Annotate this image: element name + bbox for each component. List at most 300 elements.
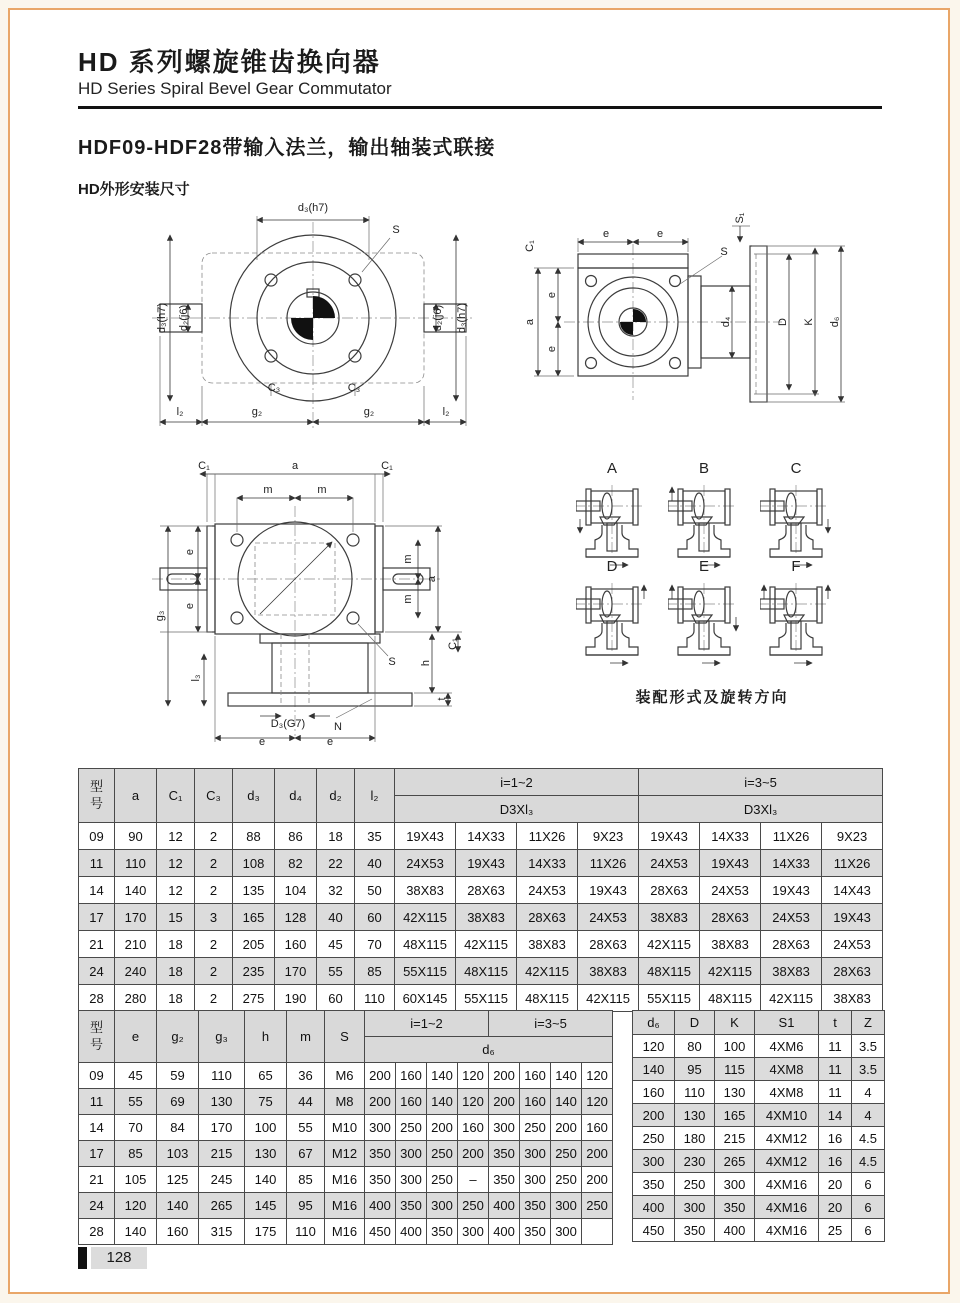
table-cell: 14X33: [517, 850, 578, 877]
table-cell: 11X26: [761, 823, 822, 850]
table-cell: 4.5: [852, 1127, 885, 1150]
table-cell: 4: [852, 1104, 885, 1127]
dimension-label: d₃(h7): [297, 202, 329, 214]
page-number-bar: [78, 1247, 87, 1269]
table-cell: 60: [355, 904, 395, 931]
dimension-label: C₁: [381, 460, 393, 472]
table-cell: 20: [819, 1173, 852, 1196]
table-cell: 2: [195, 985, 233, 1012]
dimension-label: C₃: [267, 382, 281, 394]
dimension-label: S₁: [734, 212, 746, 224]
table-cell: 210: [115, 931, 157, 958]
table-cell: 9X23: [578, 823, 639, 850]
table-cell: 17: [79, 1141, 115, 1167]
table-cell: 14X33: [456, 823, 517, 850]
table-cell: 24X53: [395, 850, 456, 877]
col-group-i35: i=3~5: [639, 769, 883, 796]
table-cell: 55X115: [395, 958, 456, 985]
table-cell: 11: [79, 1089, 115, 1115]
drawing-front-view: [140, 196, 480, 444]
table-cell: 28X63: [456, 877, 517, 904]
table-cell: 55: [287, 1115, 325, 1141]
table-cell: 120: [582, 1063, 613, 1089]
table-cell: 16: [819, 1127, 852, 1150]
table-cell: 110: [355, 985, 395, 1012]
table-cell: 200: [458, 1141, 489, 1167]
table-row: [633, 1127, 885, 1150]
table-cell: 350: [489, 1167, 520, 1193]
table-row: [633, 1196, 885, 1219]
table-cell: 11: [79, 850, 115, 877]
table-cell: 120: [582, 1089, 613, 1115]
table-cell: 14: [79, 877, 115, 904]
col-group-i35: i=3~5: [489, 1011, 613, 1037]
assembly-row-2: [572, 558, 872, 672]
table-cell: 70: [355, 931, 395, 958]
table-cell: 32: [317, 877, 355, 904]
table-cell: 165: [715, 1104, 755, 1127]
table-cell: 2: [195, 850, 233, 877]
table-cell: 11X26: [517, 823, 578, 850]
table-cell: 205: [233, 931, 275, 958]
dimension-label: S: [388, 656, 396, 668]
table-cell: 250: [427, 1167, 458, 1193]
table-cell: 250: [520, 1115, 551, 1141]
table-cell: 400: [715, 1219, 755, 1242]
table-cell: 140: [245, 1167, 287, 1193]
table-cell: 300: [427, 1193, 458, 1219]
front-view-linework: [140, 196, 480, 444]
table-cell: 160: [275, 931, 317, 958]
table-cell: 265: [199, 1193, 245, 1219]
table-cell: 300: [458, 1219, 489, 1245]
table-cell: 48X115: [456, 958, 517, 985]
table-cell: 245: [199, 1167, 245, 1193]
table-cell: M16: [325, 1167, 365, 1193]
table-cell: 80: [675, 1035, 715, 1058]
table-cell: 350: [675, 1219, 715, 1242]
table-cell: 300: [396, 1167, 427, 1193]
table-cell: M10: [325, 1115, 365, 1141]
table-cell: 25: [819, 1219, 852, 1242]
table-cell: 09: [79, 1063, 115, 1089]
table-cell: 140: [157, 1193, 199, 1219]
table-cell: 160: [582, 1115, 613, 1141]
table-cell: 60: [317, 985, 355, 1012]
table-row: [79, 904, 883, 931]
table-cell: 350: [520, 1193, 551, 1219]
gearbox-icon: [760, 575, 832, 667]
dimension-label: N: [334, 721, 342, 733]
table-cell: 9X23: [822, 823, 883, 850]
dimension-label: e: [602, 228, 610, 240]
flange-table: [632, 1010, 885, 1242]
table-cell: 140: [115, 1219, 157, 1245]
table-cell: 2: [195, 931, 233, 958]
table-cell: 6: [852, 1173, 885, 1196]
table-cell: 200: [633, 1104, 675, 1127]
table-cell: 104: [275, 877, 317, 904]
table-cell: 4XM10: [755, 1104, 819, 1127]
table-cell: 24X53: [822, 931, 883, 958]
table-cell: 108: [233, 850, 275, 877]
table-cell: 21: [79, 931, 115, 958]
table-cell: 18: [157, 931, 195, 958]
col-header-D: D: [675, 1011, 715, 1035]
table-cell: 40: [355, 850, 395, 877]
col-header-d6: d₆: [633, 1011, 675, 1035]
table-cell: 42X115: [761, 985, 822, 1012]
dimension-label: l₂: [176, 406, 184, 418]
table-cell: 38X83: [639, 904, 700, 931]
dimension-label: e: [546, 345, 558, 353]
table-cell: 36: [287, 1063, 325, 1089]
table-cell: 4XM16: [755, 1173, 819, 1196]
table-cell: 170: [199, 1115, 245, 1141]
table-cell: 200: [489, 1089, 520, 1115]
table-cell: 100: [245, 1115, 287, 1141]
page-number: 128: [91, 1247, 147, 1269]
table-cell: 2: [195, 958, 233, 985]
col-header-s: S: [325, 1011, 365, 1063]
table-cell: 24: [79, 958, 115, 985]
table-row: [79, 1141, 613, 1167]
table-cell: [582, 1219, 613, 1245]
table-cell: 28: [79, 985, 115, 1012]
assembly-variant-e: [664, 558, 744, 672]
table-cell: 265: [715, 1150, 755, 1173]
assembly-variant-f: [756, 558, 836, 672]
table-cell: 24X53: [761, 904, 822, 931]
table-cell: 130: [675, 1104, 715, 1127]
table-cell: 38X83: [395, 877, 456, 904]
table-cell: 19X43: [578, 877, 639, 904]
dimension-label: K: [803, 318, 815, 326]
table-cell: 95: [287, 1193, 325, 1219]
table-cell: 250: [427, 1141, 458, 1167]
table-cell: 165: [233, 904, 275, 931]
variant-label: E: [698, 558, 709, 575]
table-cell: 250: [582, 1193, 613, 1219]
dimension-label: e: [656, 228, 664, 240]
dimension-label: m: [263, 484, 273, 496]
table-cell: 50: [355, 877, 395, 904]
table-cell: 4XM8: [755, 1081, 819, 1104]
table-cell: 400: [489, 1193, 520, 1219]
table-cell: 400: [489, 1219, 520, 1245]
table-row: [633, 1081, 885, 1104]
table-cell: 2: [195, 823, 233, 850]
table-row: [79, 931, 883, 958]
col-header-model: 型号: [79, 769, 115, 823]
table-cell: M6: [325, 1063, 365, 1089]
table-cell: 11: [819, 1035, 852, 1058]
table-cell: 38X83: [700, 931, 761, 958]
table-cell: 19X43: [761, 877, 822, 904]
table-cell: 170: [275, 958, 317, 985]
drawing-side-view: [500, 196, 870, 444]
dimension-label: e: [184, 602, 196, 610]
table-cell: 200: [427, 1115, 458, 1141]
table-cell: 55X115: [456, 985, 517, 1012]
col-header-a: a: [115, 769, 157, 823]
assembly-variant-d: [572, 558, 652, 672]
col-header-c3: C₃: [195, 769, 233, 823]
table-row: [633, 1104, 885, 1127]
table-cell: 14X33: [700, 823, 761, 850]
table-cell: 19X43: [395, 823, 456, 850]
gearbox-icon: [576, 477, 648, 569]
table-cell: 14X43: [822, 877, 883, 904]
table-cell: 130: [715, 1081, 755, 1104]
table-cell: 175: [245, 1219, 287, 1245]
table-cell: 48X115: [395, 931, 456, 958]
dimension-label: l₃: [190, 674, 202, 682]
table-cell: 300: [675, 1196, 715, 1219]
table-cell: 230: [675, 1150, 715, 1173]
table-cell: 14: [819, 1104, 852, 1127]
table-cell: 110: [199, 1063, 245, 1089]
table-cell: 12: [157, 823, 195, 850]
table-cell: 300: [633, 1150, 675, 1173]
table-cell: 300: [365, 1115, 396, 1141]
col-subheader-d6: d₆: [365, 1037, 613, 1063]
table-cell: 115: [715, 1058, 755, 1081]
table-cell: 140: [633, 1058, 675, 1081]
table-cell: 110: [287, 1219, 325, 1245]
table-cell: 140: [427, 1063, 458, 1089]
table-cell: 28X63: [639, 877, 700, 904]
assembly-variant-a: [572, 460, 652, 574]
col-header-g3: g₃: [199, 1011, 245, 1063]
col-header-model: 型号: [79, 1011, 115, 1063]
table-row: [633, 1173, 885, 1196]
table-row: [79, 958, 883, 985]
assembly-row-1: [572, 460, 872, 574]
col-header-g2: g₂: [157, 1011, 199, 1063]
table-cell: 400: [396, 1219, 427, 1245]
table-cell: 120: [115, 1193, 157, 1219]
table-cell: 42X115: [395, 904, 456, 931]
table-cell: 22: [317, 850, 355, 877]
dimension-label: S: [392, 224, 400, 236]
table-cell: 250: [458, 1193, 489, 1219]
table-cell: 35: [355, 823, 395, 850]
table-cell: 55: [317, 958, 355, 985]
table-cell: 88: [233, 823, 275, 850]
dimension-label: a: [291, 460, 299, 472]
table-cell: 20: [819, 1196, 852, 1219]
table-cell: 3.5: [852, 1058, 885, 1081]
table-cell: 120: [458, 1063, 489, 1089]
assembly-variant-b: [664, 460, 744, 574]
table-cell: 200: [365, 1063, 396, 1089]
dimension-label: C₁: [524, 240, 536, 252]
col-header-Z: Z: [852, 1011, 885, 1035]
table-cell: 130: [199, 1089, 245, 1115]
table-cell: 160: [520, 1089, 551, 1115]
table-cell: 18: [157, 958, 195, 985]
table-cell: 42X115: [456, 931, 517, 958]
table-cell: 38X83: [761, 958, 822, 985]
table-cell: 75: [245, 1089, 287, 1115]
table-cell: 24X53: [578, 904, 639, 931]
dimension-table-secondary: [78, 1010, 613, 1245]
table-cell: 11: [819, 1058, 852, 1081]
gearbox-icon: [668, 575, 740, 667]
table-cell: 19X43: [822, 904, 883, 931]
table-cell: 45: [115, 1063, 157, 1089]
table-cell: 110: [675, 1081, 715, 1104]
table-row: [79, 850, 883, 877]
table-cell: 19X43: [700, 850, 761, 877]
table-cell: 85: [287, 1167, 325, 1193]
table-cell: 19X43: [639, 823, 700, 850]
table-cell: 350: [365, 1167, 396, 1193]
col-group-i12: i=1~2: [395, 769, 639, 796]
table-cell: 59: [157, 1063, 199, 1089]
table-row: [79, 877, 883, 904]
table-cell: 4XM12: [755, 1150, 819, 1173]
table-cell: 70: [115, 1115, 157, 1141]
drawing-output-view: [140, 436, 500, 754]
col-header-K: K: [715, 1011, 755, 1035]
dimension-label: e: [326, 736, 334, 748]
dimension-label: d₆: [829, 316, 841, 328]
table-cell: 160: [458, 1115, 489, 1141]
table-cell: 250: [551, 1167, 582, 1193]
table-cell: 300: [520, 1141, 551, 1167]
col-header-d4: d₄: [275, 769, 317, 823]
col-header-h: h: [245, 1011, 287, 1063]
col-header-m: m: [287, 1011, 325, 1063]
table-cell: 24: [79, 1193, 115, 1219]
table-row: [79, 1219, 613, 1245]
table-cell: 45: [317, 931, 355, 958]
table-cell: 28X63: [761, 931, 822, 958]
table-cell: 84: [157, 1115, 199, 1141]
dimension-label: d₃(h7): [456, 302, 468, 334]
table-cell: 28: [79, 1219, 115, 1245]
col-subheader-d3xl3: D3Xl₃: [639, 796, 883, 823]
table-cell: 24X53: [517, 877, 578, 904]
table-row: [79, 1115, 613, 1141]
table-cell: 16: [819, 1150, 852, 1173]
table-cell: 14: [79, 1115, 115, 1141]
table-cell: 125: [157, 1167, 199, 1193]
table-cell: 215: [199, 1141, 245, 1167]
variant-label: B: [698, 460, 709, 477]
table-cell: 235: [233, 958, 275, 985]
table-cell: 15: [157, 904, 195, 931]
table-cell: 400: [633, 1196, 675, 1219]
dimension-label: e: [258, 736, 266, 748]
col-header-d2: d₂: [317, 769, 355, 823]
dimension-label: d₂(j6): [178, 304, 190, 332]
table-cell: M12: [325, 1141, 365, 1167]
col-header-c1: C₁: [157, 769, 195, 823]
table-cell: 100: [715, 1035, 755, 1058]
dimension-label: d₃(h7): [156, 302, 168, 334]
col-header-e: e: [115, 1011, 157, 1063]
table-cell: 42X115: [700, 958, 761, 985]
table-cell: 65: [245, 1063, 287, 1089]
table-cell: 42X115: [517, 958, 578, 985]
table-row: [79, 1089, 613, 1115]
table-cell: 350: [396, 1193, 427, 1219]
table-row: [633, 1058, 885, 1081]
table-cell: 12: [157, 850, 195, 877]
table-cell: 350: [633, 1173, 675, 1196]
table-cell: 12: [157, 877, 195, 904]
table-cell: 09: [79, 823, 115, 850]
table-cell: 60X145: [395, 985, 456, 1012]
table-cell: 4: [852, 1081, 885, 1104]
table-cell: 180: [675, 1127, 715, 1150]
table-cell: –: [458, 1167, 489, 1193]
table-cell: 350: [427, 1219, 458, 1245]
table-cell: 85: [355, 958, 395, 985]
table-cell: 38X83: [517, 931, 578, 958]
page-title-en: HD Series Spiral Bevel Gear Commutator: [78, 79, 392, 98]
table-cell: 21: [79, 1167, 115, 1193]
table-cell: 4.5: [852, 1150, 885, 1173]
table-cell: 44: [287, 1089, 325, 1115]
table-cell: 350: [715, 1196, 755, 1219]
table-cell: 55: [115, 1089, 157, 1115]
table-cell: 145: [245, 1193, 287, 1219]
table-cell: 200: [365, 1089, 396, 1115]
gearbox-icon: [576, 575, 648, 667]
dimension-label: m: [317, 484, 327, 496]
dimension-label: a: [524, 318, 536, 326]
table-cell: 450: [365, 1219, 396, 1245]
dimension-label: g₂: [363, 406, 375, 418]
table-cell: 48X115: [639, 958, 700, 985]
gearbox-icon: [668, 477, 740, 569]
dimension-label: d₂(j6): [432, 304, 444, 332]
table-cell: M16: [325, 1193, 365, 1219]
table-cell: 4XM6: [755, 1035, 819, 1058]
table-cell: 86: [275, 823, 317, 850]
table-cell: 160: [157, 1219, 199, 1245]
table-cell: 55X115: [639, 985, 700, 1012]
table-cell: 315: [199, 1219, 245, 1245]
table-cell: M8: [325, 1089, 365, 1115]
table-row: [633, 1035, 885, 1058]
table-cell: 42X115: [578, 985, 639, 1012]
table-cell: 160: [520, 1063, 551, 1089]
table-cell: 48X115: [700, 985, 761, 1012]
table-cell: 28X63: [822, 958, 883, 985]
table-cell: 4XM16: [755, 1219, 819, 1242]
table-row: [633, 1219, 885, 1242]
table-cell: 6: [852, 1219, 885, 1242]
table-cell: 190: [275, 985, 317, 1012]
table-cell: 4XM16: [755, 1196, 819, 1219]
table-cell: 67: [287, 1141, 325, 1167]
dimension-label: d₄: [720, 316, 732, 328]
col-header-S1: S1: [755, 1011, 819, 1035]
dimension-label: l₂: [442, 406, 450, 418]
table-cell: 275: [233, 985, 275, 1012]
table-cell: 17: [79, 904, 115, 931]
table-cell: 350: [489, 1141, 520, 1167]
table-cell: 350: [520, 1219, 551, 1245]
col-group-i12: i=1~2: [365, 1011, 489, 1037]
table-cell: 110: [115, 850, 157, 877]
table-cell: 300: [520, 1167, 551, 1193]
